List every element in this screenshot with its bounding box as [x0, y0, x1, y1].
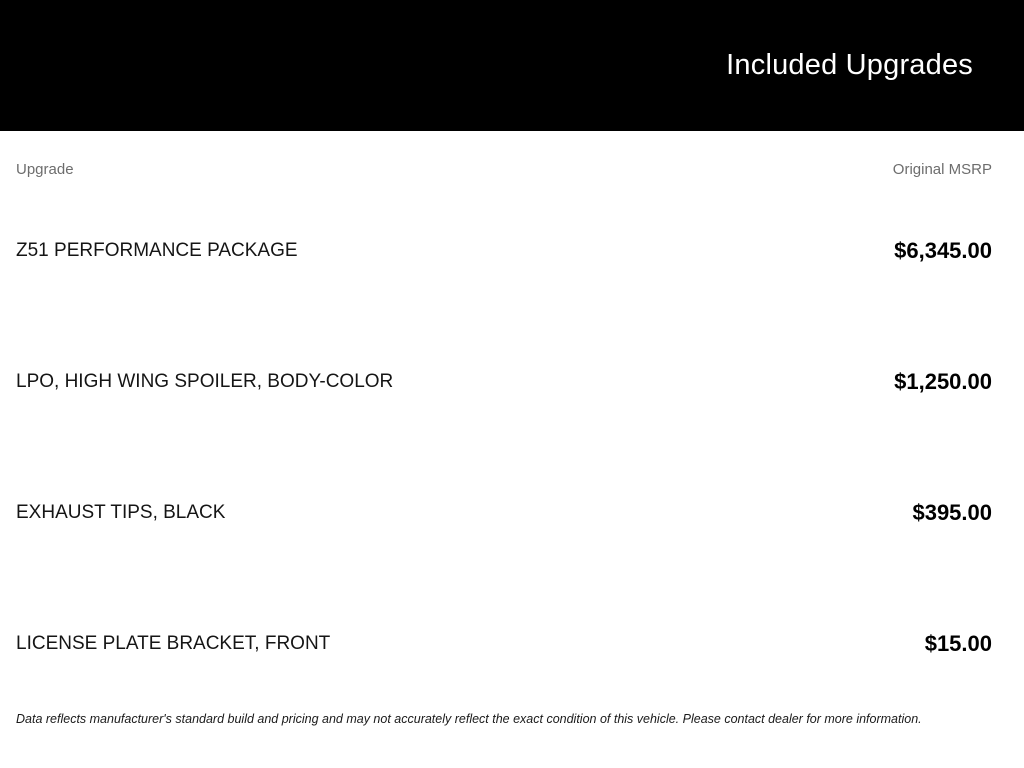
column-header-upgrade: Upgrade [16, 161, 74, 178]
upgrade-msrp: $395.00 [912, 499, 992, 525]
upgrade-msrp: $6,345.00 [894, 237, 992, 263]
header-bar [0, 0, 1024, 131]
table-row [16, 316, 992, 447]
table-row [16, 185, 992, 316]
upgrade-msrp: $1,250.00 [894, 368, 992, 394]
upgrade-name: LPO, HIGH WING SPOILER, BODY-COLOR [16, 370, 394, 392]
upgrade-name: EXHAUST TIPS, BLACK [16, 501, 226, 523]
upgrade-msrp: $15.00 [924, 630, 992, 656]
column-header-msrp: Original MSRP [892, 161, 992, 178]
table-row [16, 578, 992, 709]
table-rows [16, 185, 992, 709]
table-header-row [16, 160, 992, 180]
page-title: Included Upgrades [726, 49, 973, 81]
upgrade-name: Z51 PERFORMANCE PACKAGE [16, 239, 298, 261]
upgrade-name: LICENSE PLATE BRACKET, FRONT [16, 632, 331, 654]
disclaimer-text: Data reflects manufacturer's standard build and pricing and may not accurately reflect the exact condition of this vehicle. Please contact dealer for more information. [16, 712, 922, 726]
table-row [16, 447, 992, 578]
upgrades-table [0, 160, 1024, 727]
